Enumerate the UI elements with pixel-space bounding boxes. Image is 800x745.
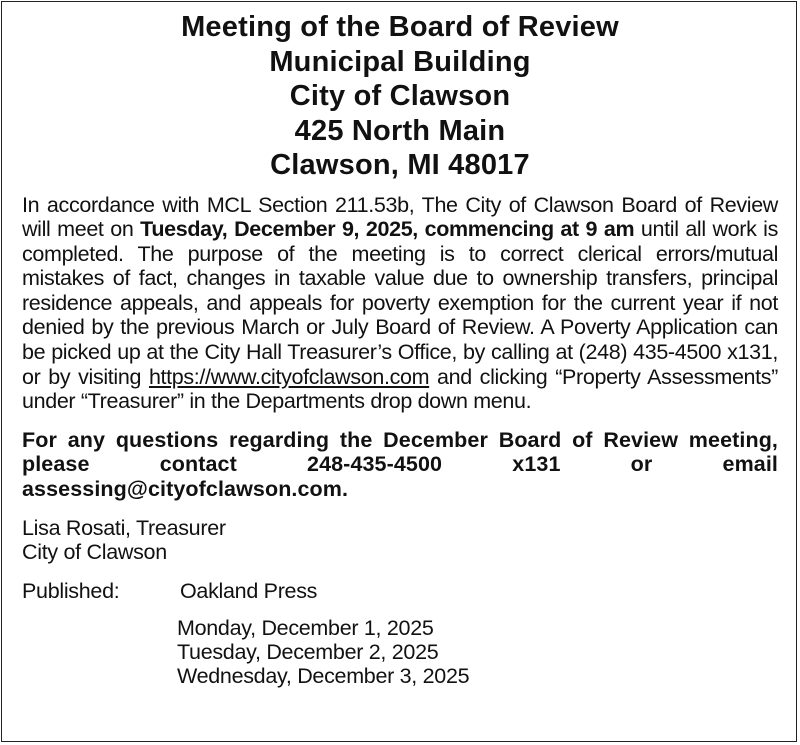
publication-dates xyxy=(177,617,778,688)
signature-block xyxy=(22,516,778,565)
notice-heading xyxy=(22,10,778,183)
body-text-intro: In accordance with MCL Section 211.53b, The City of Clawson Board of Review will meet on xyxy=(22,192,778,242)
meeting-date-time: Tuesday, December 9, 2025, commencing at 9 am xyxy=(140,217,635,242)
signer-organization: City of Clawson xyxy=(22,540,167,565)
heading-line-city: City of Clawson xyxy=(289,80,511,112)
body-text-purpose: until all work is completed. The purpose of the meeting is to correct clerical errors/mutual mistakes of fact, changes in taxable value due to ownership transfers, principal residence appeals, and appeals for poverty exemption for the current year if not denied by the previous March or July Board of Review. A Poverty Application can be picked up at the City Hall Treasurer’s Office, by calling at (248) 435-4500 x131, or by visiting xyxy=(22,217,778,389)
body-text-instructions: and clicking “Property Assessments” under “Treasurer” in the Departments drop down menu. xyxy=(22,364,778,414)
publication-date: Monday, December 1, 2025 xyxy=(177,616,434,641)
published-row xyxy=(22,579,778,604)
heading-line-title: Meeting of the Board of Review xyxy=(181,11,619,43)
notice-body-paragraph xyxy=(22,193,778,414)
publication-date: Wednesday, December 3, 2025 xyxy=(177,663,470,688)
published-newspaper: Oakland Press xyxy=(180,578,318,603)
published-label: Published: xyxy=(22,578,120,603)
publication-date: Tuesday, December 2, 2025 xyxy=(177,640,439,664)
contact-paragraph: For any questions regarding the December Board of Review meeting, please contact 248-435-4500 x131 or email assessing@cityofclawson.com. xyxy=(22,427,778,502)
city-website-link[interactable]: https://www.cityofclawson.com xyxy=(148,364,430,389)
signer-name-title: Lisa Rosati, Treasurer xyxy=(22,515,226,540)
heading-line-building: Municipal Building xyxy=(269,45,531,78)
public-notice xyxy=(1,1,797,742)
heading-line-street: 425 North Main xyxy=(294,114,506,147)
heading-line-city-state-zip: Clawson, MI 48017 xyxy=(270,149,530,181)
